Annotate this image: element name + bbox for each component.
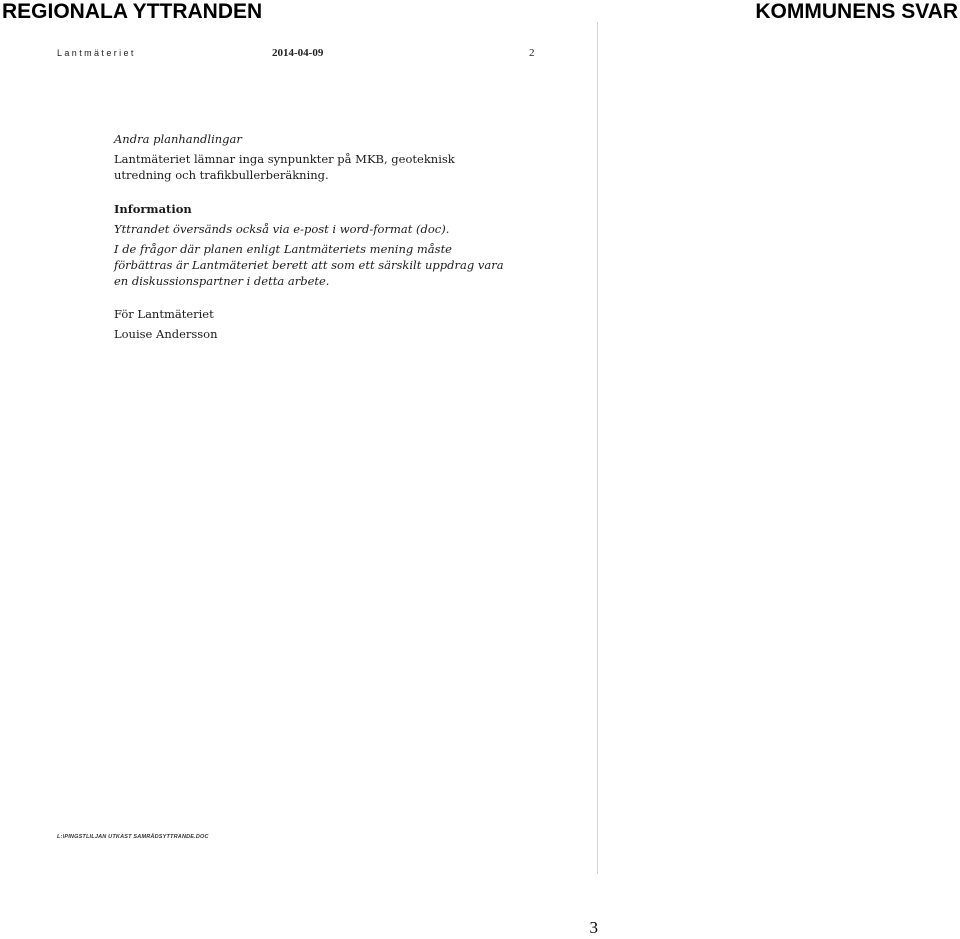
page-number: 3 (589, 918, 598, 937)
info-heading: Information (114, 202, 192, 216)
info-paragraph: I de frågor där planen enligt Lantmäteriets mening måste förbättras är Lantmäteriet berett att som ett särskilt uppdrag vara en diskussionspartner i detta arbete. (114, 242, 504, 288)
signature-name: Louise Andersson (114, 327, 218, 341)
header-section-title: REGIONALA YTTRANDEN (2, 0, 263, 23)
header-response-title: KOMMUNENS SVAR (755, 0, 958, 23)
letter-page-number: 2 (529, 47, 535, 59)
scan-margin-line (597, 22, 598, 874)
info-line: Yttrandet översänds också via e-post i word-format (doc). (114, 222, 450, 236)
letter-org-name: Lantmäteriet (57, 48, 136, 58)
plans-body: Lantmäteriet lämnar inga synpunkter på MKB, geoteknisk utredning och trafikbullerberäkning. (114, 152, 455, 182)
plans-heading: Andra planhandlingar (114, 132, 242, 146)
signature-org: För Lantmäteriet (114, 307, 214, 321)
letter-date: 2014-04-09 (272, 47, 324, 59)
footer-file-path: L:\PINGSTLILJAN UTKAST SAMRÅDSYTTRANDE.DOC (57, 834, 209, 840)
